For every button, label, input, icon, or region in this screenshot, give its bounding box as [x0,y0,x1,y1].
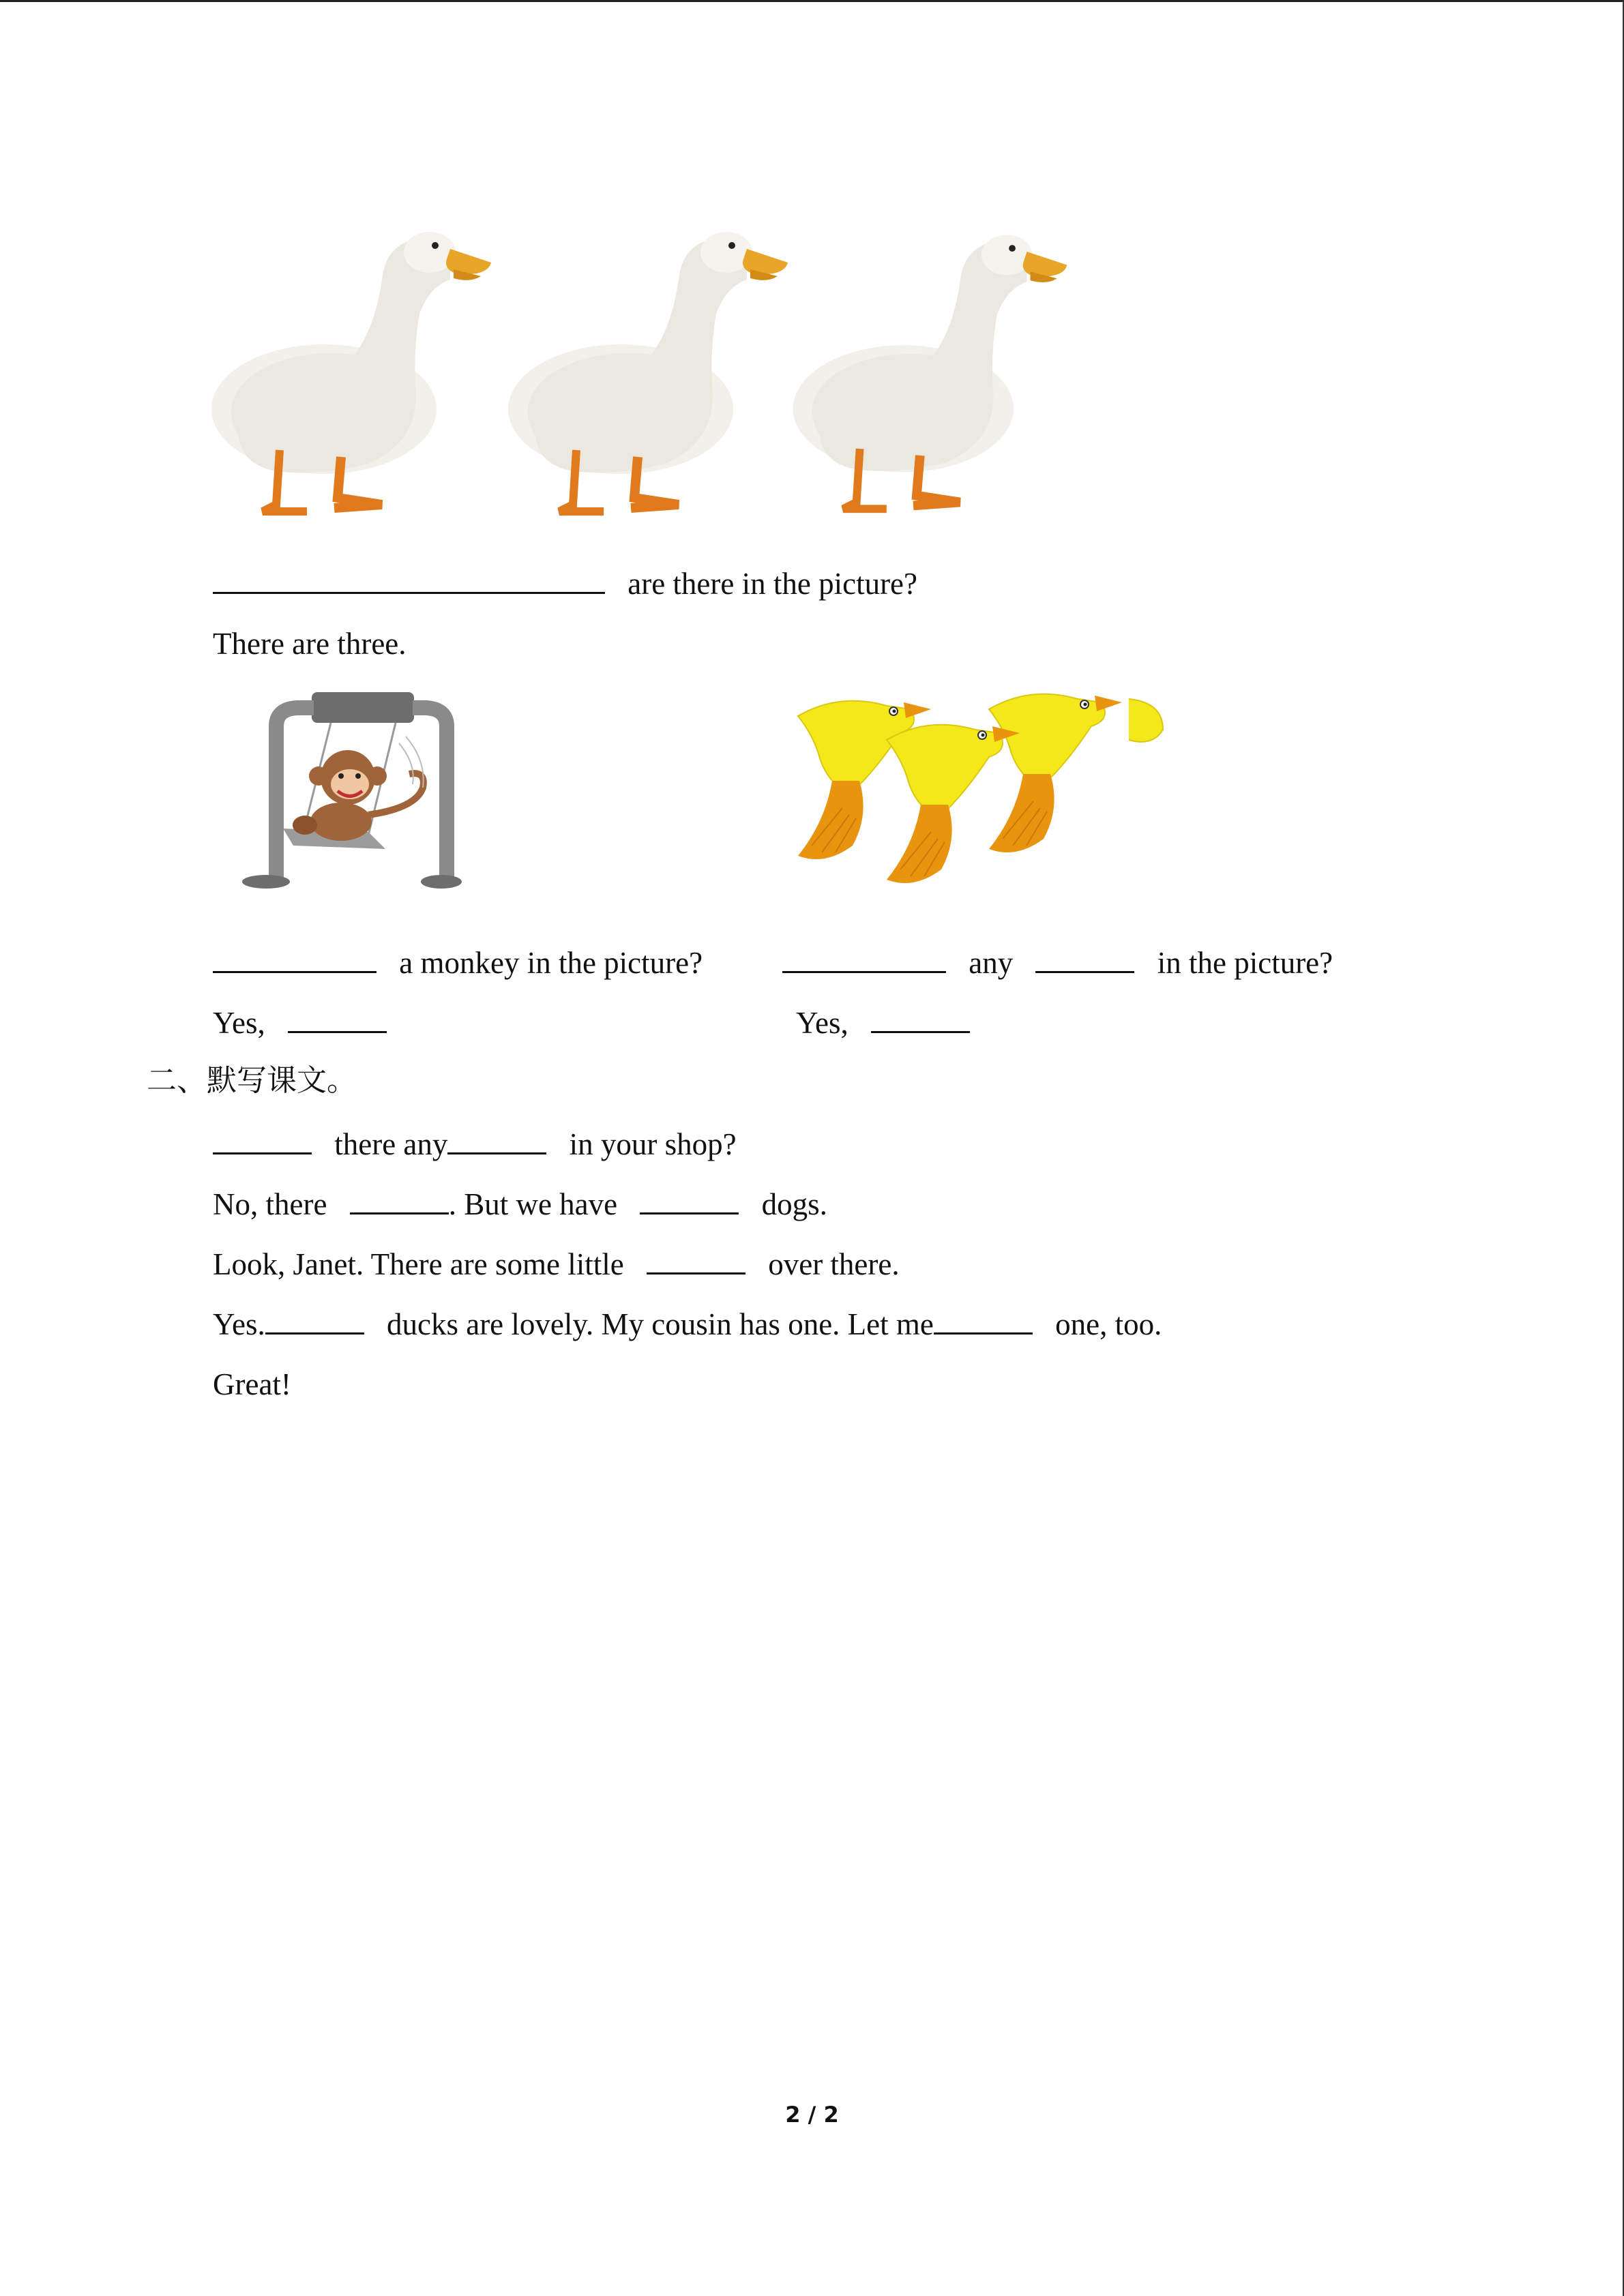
line-text: . But we have [448,1187,618,1221]
question-monkey [213,942,703,983]
answer-birds [796,1002,970,1043]
dictation-line-3 [213,1244,900,1285]
answer-ducks: There are three. [213,627,407,661]
answer-prefix: Yes, [796,1006,848,1040]
line-text: Look, Janet. There are some little [213,1247,624,1281]
dictation-line-5: Great! [213,1367,291,1401]
line-text: there any [334,1127,448,1161]
answer-monkey [213,1002,387,1043]
question-birds [782,942,1333,983]
answer-blank[interactable] [782,944,946,973]
answer-blank[interactable] [288,1004,387,1033]
answer-prefix: Yes, [213,1006,265,1040]
dictation-line-2 [213,1184,827,1225]
question-word-any: any [969,946,1014,980]
line-text: Yes. [213,1307,265,1341]
answer-blank[interactable] [1035,944,1134,973]
line-text: dogs. [761,1187,827,1221]
answer-blank[interactable] [447,1125,546,1154]
line-text: in your shop? [569,1127,737,1161]
answer-blank[interactable] [213,1125,312,1154]
line-text: over there. [768,1247,900,1281]
answer-blank[interactable] [213,944,377,973]
answer-blank[interactable] [265,1305,364,1335]
answer-blank[interactable] [640,1185,739,1214]
answer-blank[interactable] [934,1305,1033,1335]
page-number: 2 / 2 [785,2102,839,2128]
question-ducks [213,563,917,604]
section-heading: 二、默写课文。 [147,1063,357,1098]
line-text: No, there [213,1187,327,1221]
answer-blank[interactable] [871,1004,970,1033]
answer-blank[interactable] [647,1245,745,1274]
line-text: one, too. [1055,1307,1162,1341]
answer-blank[interactable] [350,1185,449,1214]
question-text: a monkey in the picture? [399,946,703,980]
answer-blank[interactable] [213,565,605,594]
page-top-border [0,0,1624,2]
dictation-line-4 [213,1304,1162,1345]
yellow-birds-image [784,672,1173,890]
monkey-swing-image [228,689,467,893]
question-text: are there in the picture? [628,567,918,601]
question-text: in the picture? [1157,946,1333,980]
line-text: ducks are lovely. My cousin has one. Let me [386,1307,934,1341]
white-ducks-image [211,218,1071,525]
dictation-line-1 [213,1124,737,1165]
